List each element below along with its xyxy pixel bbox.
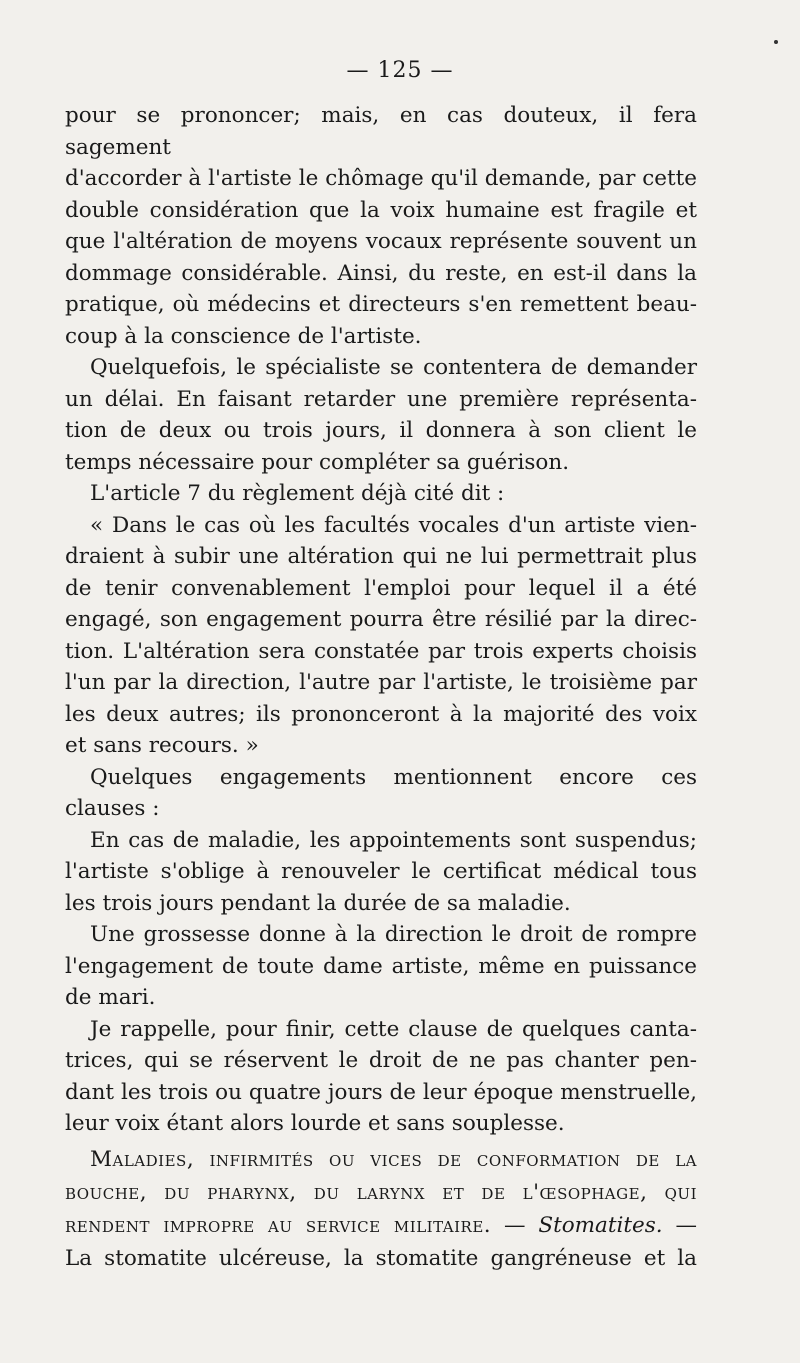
text-line: pour se prononcer; mais, en cas douteux, il fera sagement bbox=[65, 103, 697, 160]
text-line: double considération que la voix humaine est fragile et bbox=[65, 197, 697, 223]
section-heading-line bbox=[65, 1209, 697, 1242]
dash: — bbox=[491, 1213, 539, 1238]
text-line: L'article 7 du règlement déjà cité dit : bbox=[90, 481, 505, 506]
text-line: un délai. En faisant retarder une première représenta- bbox=[65, 386, 697, 412]
text-line: d'accorder à l'artiste le chômage qu'il demande, par cette bbox=[65, 166, 697, 191]
text-line: En cas de maladie, les appointements sont suspendus; bbox=[90, 827, 697, 853]
text-line: leur voix étant alors lourde et sans souplesse. bbox=[65, 1111, 565, 1136]
text-line: trices, qui se réservent le droit de ne pas chanter pen- bbox=[65, 1048, 697, 1073]
text-line: tion de deux ou trois jours, il donnera à son client le bbox=[65, 418, 697, 443]
text-line: La stomatite ulcéreuse, la stomatite gangréneuse et la bbox=[65, 1246, 697, 1271]
text-line: coup à la conscience de l'artiste. bbox=[65, 323, 422, 349]
text-line: l'un par la direction, l'autre par l'artiste, le troisième par bbox=[65, 670, 697, 695]
subsection-title: Stomatites. bbox=[538, 1213, 663, 1238]
section-heading-block bbox=[65, 1143, 697, 1275]
text-line: Une grossesse donne à la direction le droit de rompre bbox=[90, 922, 697, 947]
text-line: les deux autres; ils prononceront à la majorité des voix bbox=[65, 701, 697, 727]
text-line: de tenir convenablement l'emploi pour lequel il a été bbox=[65, 575, 697, 601]
print-speck bbox=[774, 40, 778, 44]
text-line: Quelques engagements mentionnent encore ces clauses : bbox=[65, 764, 697, 821]
text-line: engagé, son engagement pourra être résilié par la direc- bbox=[65, 607, 697, 632]
text-line: dommage considérable. Ainsi, du reste, en est-il dans la bbox=[65, 260, 697, 286]
text-line: « Dans le cas où les facultés vocales d'un artiste vien- bbox=[90, 512, 697, 538]
text-line: tion. L'altération sera constatée par trois experts choisis bbox=[65, 638, 697, 664]
text-line: draient à subir une altération qui ne lui permettrait plus bbox=[65, 544, 697, 569]
body-text bbox=[65, 100, 697, 1140]
section-heading-line: Maladies, infirmités ou vices de conformation de la bbox=[90, 1147, 697, 1172]
text-line: temps nécessaire pour compléter sa guérison. bbox=[65, 449, 570, 475]
text-line: Je rappelle, pour finir, cette clause de quelques canta- bbox=[90, 1016, 697, 1042]
text-line: et sans recours. » bbox=[65, 733, 259, 758]
dash: — bbox=[662, 1213, 697, 1238]
text-line: que l'altération de moyens vocaux représente souvent un bbox=[65, 229, 697, 254]
section-heading-caps: rendent impropre au service militaire. bbox=[65, 1213, 492, 1238]
text-line: Quelquefois, le spécialiste se contentera de demander bbox=[90, 355, 697, 380]
page-number: — 125 — bbox=[346, 58, 454, 83]
text-line: l'artiste s'oblige à renouveler le certificat médical tous bbox=[65, 859, 697, 884]
text-line: l'engagement de toute dame artiste, même en puissance bbox=[65, 953, 697, 979]
text-line: pratique, où médecins et directeurs s'en remettent beau- bbox=[65, 292, 697, 317]
text-line: les trois jours pendant la durée de sa maladie. bbox=[65, 890, 571, 916]
section-heading-line: bouche, du pharynx, du larynx et de l'œsophage, qui bbox=[65, 1180, 697, 1205]
text-line: de mari. bbox=[65, 985, 156, 1010]
text-line: dant les trois ou quatre jours de leur époque menstruelle, bbox=[65, 1079, 697, 1105]
